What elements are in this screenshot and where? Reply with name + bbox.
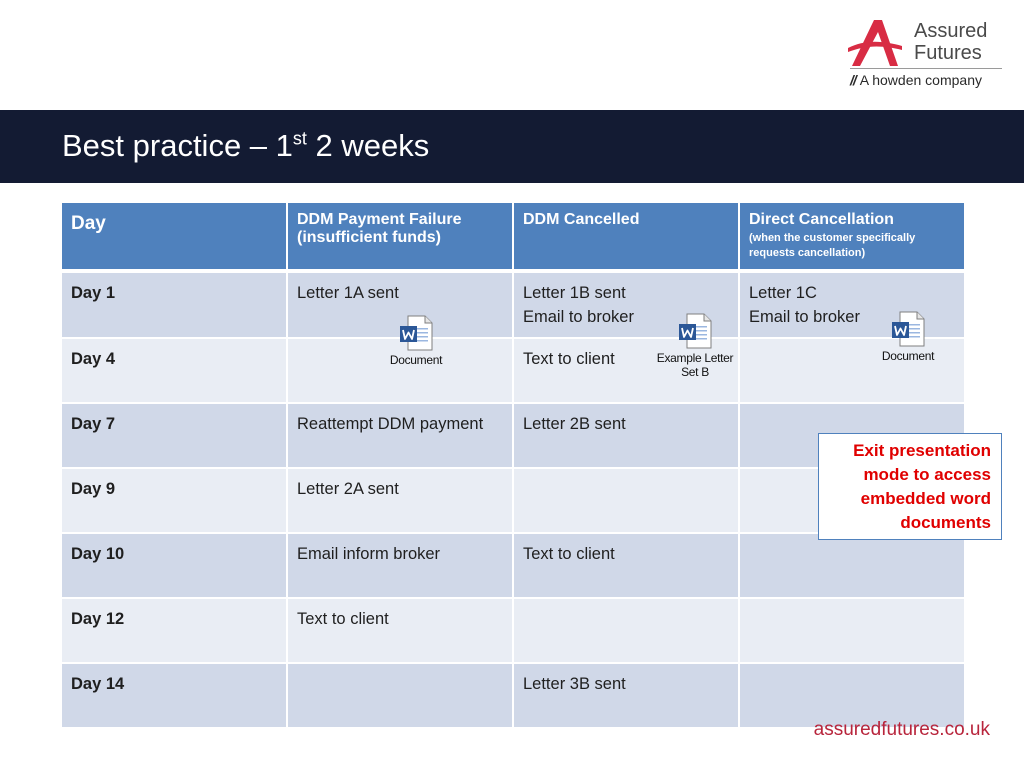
row-day: Day 7 bbox=[61, 403, 287, 468]
howden-slash-icon: // bbox=[850, 72, 856, 88]
word-document-icon bbox=[399, 315, 433, 351]
row-day: Day 4 bbox=[61, 338, 287, 403]
company-logo bbox=[846, 14, 1006, 94]
cell-payment-failure: Email inform broker bbox=[287, 533, 513, 598]
cell-direct-cancellation bbox=[739, 533, 965, 598]
embedded-document-1[interactable] bbox=[380, 315, 452, 367]
table-header-row bbox=[61, 202, 965, 271]
table-row bbox=[61, 533, 965, 598]
cell-ddm-cancelled: Text to client bbox=[513, 338, 739, 403]
row-day: Day 14 bbox=[61, 663, 287, 728]
slide-title bbox=[62, 128, 429, 164]
presentation-mode-note: Exit presentation mode to access embedded word documents bbox=[818, 433, 1002, 540]
cell-payment-failure: Reattempt DDM payment bbox=[287, 403, 513, 468]
logo-company-name bbox=[914, 20, 987, 64]
slide-title-rest: 2 weeks bbox=[306, 128, 430, 163]
cell-direct-cancellation bbox=[739, 598, 965, 663]
header-payment-failure: DDM Payment Failure (insufficient funds) bbox=[287, 202, 513, 271]
header-ddm-cancelled: DDM Cancelled bbox=[513, 202, 739, 271]
slide-title-main: Best practice – 1 bbox=[62, 128, 293, 163]
row-day: Day 9 bbox=[61, 468, 287, 533]
row-day: Day 10 bbox=[61, 533, 287, 598]
cell-payment-failure: Letter 1A sent bbox=[287, 271, 513, 338]
header-day: Day bbox=[61, 202, 287, 271]
embedded-document-3[interactable] bbox=[872, 311, 944, 363]
embedded-document-1-label: Document bbox=[389, 353, 443, 367]
cell-ddm-cancelled: Letter 3B sent bbox=[513, 663, 739, 728]
cell-ddm-cancelled: Letter 1B sent Email to broker bbox=[513, 271, 739, 338]
website-link[interactable]: assuredfutures.co.uk bbox=[813, 719, 990, 740]
cell-payment-failure bbox=[287, 663, 513, 728]
cell-payment-failure: Text to client bbox=[287, 598, 513, 663]
logo-name-line1: Assured bbox=[914, 20, 988, 42]
word-document-icon bbox=[678, 313, 712, 349]
cell-ddm-cancelled: Letter 2B sent bbox=[513, 403, 739, 468]
logo-divider bbox=[850, 68, 1002, 69]
header-direct-cancellation bbox=[739, 202, 965, 271]
table-row bbox=[61, 271, 965, 338]
assured-futures-logo-mark-icon bbox=[846, 16, 904, 70]
word-document-icon bbox=[891, 311, 925, 347]
logo-name-line2: Futures bbox=[914, 42, 982, 64]
row-day: Day 12 bbox=[61, 598, 287, 663]
header-direct-cancellation-title: Direct Cancellation bbox=[749, 211, 894, 228]
row-day: Day 1 bbox=[61, 271, 287, 338]
cell-payment-failure: Letter 2A sent bbox=[287, 468, 513, 533]
logo-tagline bbox=[850, 72, 982, 88]
table-row bbox=[61, 598, 965, 663]
cell-direct-cancellation: Letter 1C Email to broker bbox=[739, 271, 965, 338]
embedded-document-3-label: Document bbox=[881, 349, 935, 363]
table-row bbox=[61, 338, 965, 403]
cell-ddm-cancelled bbox=[513, 468, 739, 533]
logo-tagline-text: A howden company bbox=[859, 72, 982, 88]
header-direct-cancellation-note: (when the customer specifically requests cancellation) bbox=[749, 232, 916, 259]
slide-title-superscript: st bbox=[292, 128, 307, 149]
embedded-document-2[interactable] bbox=[648, 313, 742, 379]
cell-ddm-cancelled: Text to client bbox=[513, 533, 739, 598]
embedded-document-2-label: Example Letter Set B bbox=[656, 351, 734, 379]
cell-ddm-cancelled bbox=[513, 598, 739, 663]
